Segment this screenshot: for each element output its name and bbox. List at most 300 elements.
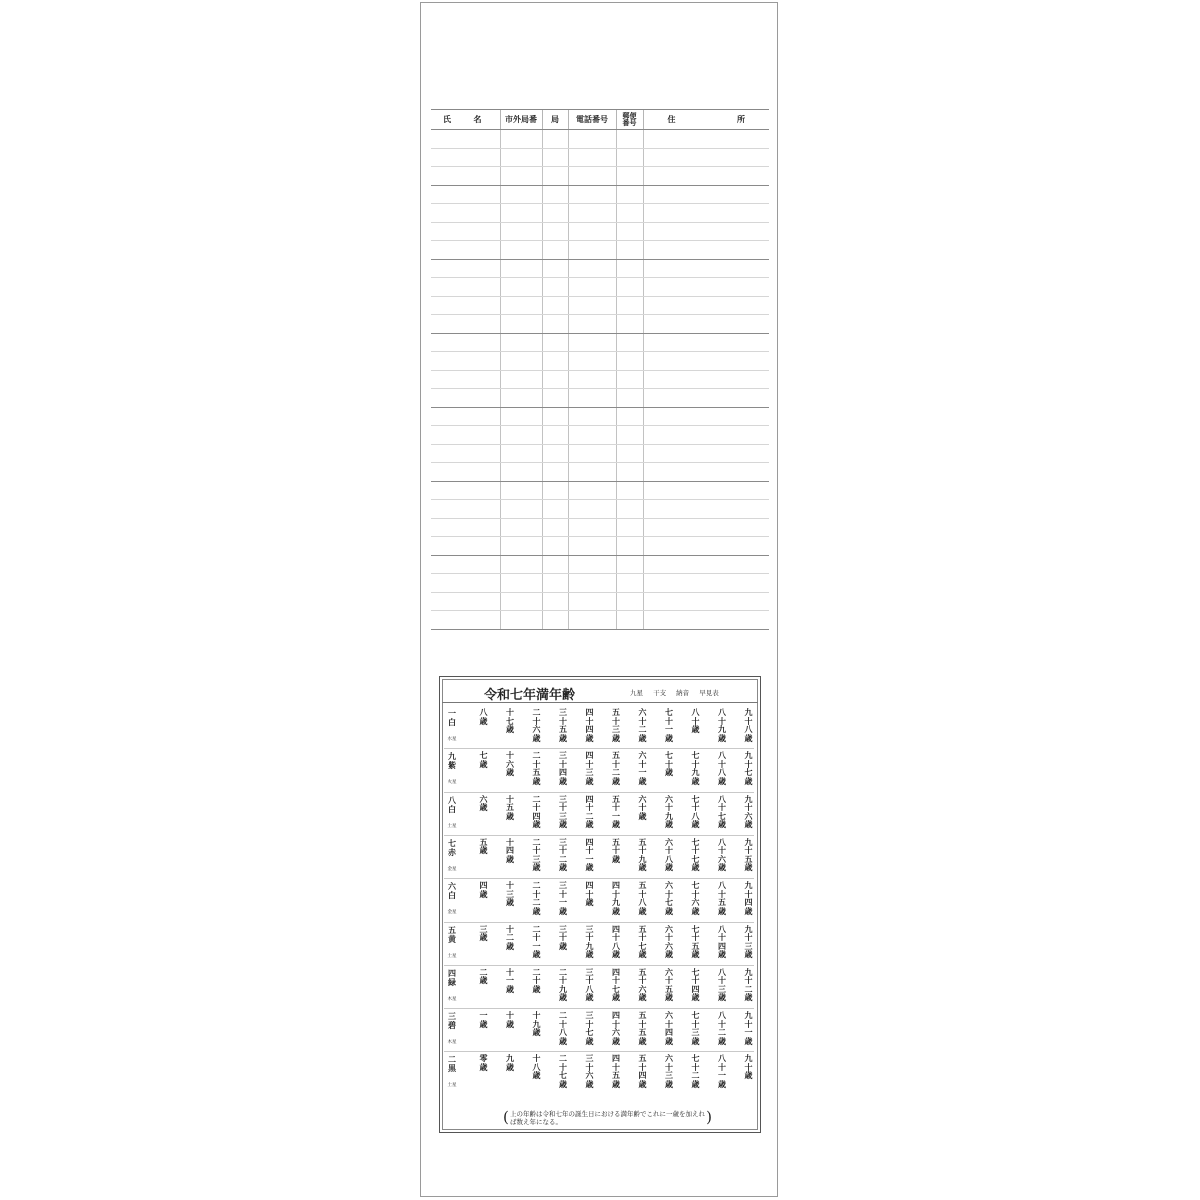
address-cell[interactable] bbox=[616, 463, 643, 482]
address-cell[interactable] bbox=[568, 426, 616, 445]
age-cell bbox=[463, 1053, 490, 1092]
address-cell[interactable] bbox=[500, 130, 542, 149]
title-divider bbox=[442, 702, 758, 703]
age-value: 九十二歳 bbox=[744, 966, 753, 1003]
kyusei-star-element: 水星 bbox=[447, 737, 457, 742]
address-cell[interactable] bbox=[542, 167, 568, 186]
address-cell[interactable] bbox=[643, 130, 769, 149]
address-cell[interactable] bbox=[616, 500, 643, 519]
address-cell[interactable] bbox=[542, 481, 568, 500]
address-cell[interactable] bbox=[431, 389, 500, 408]
address-cell[interactable] bbox=[431, 444, 500, 463]
address-cell[interactable] bbox=[616, 592, 643, 611]
age-value: 四十二歳 bbox=[585, 793, 594, 830]
address-cell[interactable] bbox=[542, 352, 568, 371]
address-cell[interactable] bbox=[542, 574, 568, 593]
row-divider bbox=[444, 1051, 754, 1052]
kyusei-star-element: 木星 bbox=[447, 1040, 457, 1046]
address-cell[interactable] bbox=[568, 444, 616, 463]
address-cell[interactable] bbox=[643, 148, 769, 167]
address-cell[interactable] bbox=[616, 315, 643, 334]
address-cell[interactable] bbox=[500, 315, 542, 334]
address-cell[interactable] bbox=[542, 611, 568, 630]
address-cell[interactable] bbox=[568, 333, 616, 352]
age-cell bbox=[728, 837, 755, 876]
age-value: 六十五歳 bbox=[665, 966, 673, 1003]
address-cell[interactable] bbox=[542, 259, 568, 278]
age-value: 四十七歳 bbox=[612, 966, 620, 1003]
age-value: 二十歳 bbox=[532, 966, 541, 994]
age-value: 七歳 bbox=[479, 750, 488, 769]
address-cell[interactable] bbox=[616, 426, 643, 445]
kyusei-star bbox=[444, 796, 460, 831]
address-cell[interactable] bbox=[431, 167, 500, 186]
address-cell[interactable] bbox=[431, 370, 500, 389]
kyusei-star-name: 四緑 bbox=[448, 967, 456, 987]
age-cell bbox=[728, 967, 755, 1006]
age-cell bbox=[516, 1010, 543, 1049]
header-address bbox=[643, 110, 769, 130]
header-name bbox=[431, 110, 500, 130]
address-cell[interactable] bbox=[643, 370, 769, 389]
address-cell[interactable] bbox=[568, 592, 616, 611]
address-cell[interactable] bbox=[643, 315, 769, 334]
age-cell bbox=[622, 1053, 649, 1092]
age-cell bbox=[595, 707, 622, 746]
age-cell bbox=[622, 707, 649, 746]
age-value: 四歳 bbox=[479, 880, 488, 899]
address-cell[interactable] bbox=[500, 463, 542, 482]
row-divider bbox=[444, 748, 754, 749]
age-value: 五十三歳 bbox=[612, 707, 620, 743]
age-cell bbox=[569, 967, 596, 1006]
age-cell bbox=[489, 967, 516, 1006]
address-cell[interactable] bbox=[431, 555, 500, 574]
age-cell bbox=[648, 707, 675, 746]
address-cell[interactable] bbox=[431, 278, 500, 297]
address-row bbox=[431, 500, 769, 519]
address-cell[interactable] bbox=[568, 518, 616, 537]
age-cell bbox=[463, 880, 490, 919]
age-cell bbox=[622, 794, 649, 833]
address-cell[interactable] bbox=[431, 130, 500, 149]
address-cell[interactable] bbox=[568, 130, 616, 149]
address-cell[interactable] bbox=[500, 241, 542, 260]
age-cell bbox=[675, 837, 702, 876]
age-value: 二十一歳 bbox=[532, 923, 541, 959]
age-value: 九歳 bbox=[506, 1053, 514, 1072]
address-cell[interactable] bbox=[500, 333, 542, 352]
address-cell[interactable] bbox=[431, 296, 500, 315]
address-row bbox=[431, 315, 769, 334]
address-cell[interactable] bbox=[431, 352, 500, 371]
address-row bbox=[431, 611, 769, 630]
kyusei-star bbox=[444, 926, 460, 961]
age-cell bbox=[463, 750, 490, 789]
address-cell[interactable] bbox=[643, 611, 769, 630]
age-cell bbox=[569, 1010, 596, 1049]
address-cell[interactable] bbox=[643, 500, 769, 519]
address-cell[interactable] bbox=[542, 426, 568, 445]
address-cell[interactable] bbox=[542, 333, 568, 352]
address-cell[interactable] bbox=[643, 444, 769, 463]
address-cell[interactable] bbox=[542, 204, 568, 223]
age-cell bbox=[569, 924, 596, 963]
age-value: 九十四歳 bbox=[744, 880, 753, 916]
kyusei-star-name: 三碧 bbox=[448, 1011, 456, 1031]
address-cell[interactable] bbox=[568, 407, 616, 426]
kyusei-star-name: 七赤 bbox=[448, 837, 456, 857]
address-cell[interactable] bbox=[643, 167, 769, 186]
address-cell[interactable] bbox=[500, 148, 542, 167]
age-value: 十九歳 bbox=[532, 1010, 541, 1038]
address-cell[interactable] bbox=[616, 555, 643, 574]
address-cell[interactable] bbox=[643, 296, 769, 315]
age-cell bbox=[542, 794, 569, 833]
address-cell[interactable] bbox=[568, 574, 616, 593]
address-cell[interactable] bbox=[643, 592, 769, 611]
address-cell[interactable] bbox=[643, 407, 769, 426]
address-cell[interactable] bbox=[616, 296, 643, 315]
age-cell bbox=[622, 924, 649, 963]
address-cell[interactable] bbox=[568, 500, 616, 519]
address-cell[interactable] bbox=[431, 500, 500, 519]
address-cell[interactable] bbox=[568, 185, 616, 204]
age-cell bbox=[595, 750, 622, 789]
address-cell[interactable] bbox=[616, 278, 643, 297]
address-cell[interactable] bbox=[542, 555, 568, 574]
address-cell[interactable] bbox=[500, 611, 542, 630]
address-cell[interactable] bbox=[616, 130, 643, 149]
address-cell[interactable] bbox=[616, 352, 643, 371]
address-cell[interactable] bbox=[616, 204, 643, 223]
age-value: 六十歳 bbox=[638, 793, 647, 821]
age-value: 二歳 bbox=[479, 966, 488, 986]
age-value: 八十歳 bbox=[691, 707, 700, 734]
address-cell[interactable] bbox=[431, 204, 500, 223]
address-cell[interactable] bbox=[500, 518, 542, 537]
address-cell[interactable] bbox=[500, 592, 542, 611]
address-cell[interactable] bbox=[500, 500, 542, 519]
address-cell[interactable] bbox=[542, 130, 568, 149]
age-cell bbox=[516, 837, 543, 876]
age-value: 三十八歳 bbox=[585, 966, 594, 1003]
address-cell[interactable] bbox=[568, 278, 616, 297]
address-cell[interactable] bbox=[568, 481, 616, 500]
age-cell bbox=[489, 880, 516, 919]
age-value: 七十二歳 bbox=[691, 1053, 700, 1089]
kyusei-star-name: 五黄 bbox=[448, 924, 456, 944]
address-cell[interactable] bbox=[568, 259, 616, 278]
address-cell[interactable] bbox=[643, 463, 769, 482]
address-cell[interactable] bbox=[568, 537, 616, 556]
address-cell[interactable] bbox=[500, 167, 542, 186]
age-value: 十五歳 bbox=[506, 793, 514, 821]
address-cell[interactable] bbox=[500, 204, 542, 223]
address-cell[interactable] bbox=[431, 481, 500, 500]
age-cell bbox=[728, 707, 755, 746]
address-cell[interactable] bbox=[431, 518, 500, 537]
age-value: 二十五歳 bbox=[532, 750, 541, 786]
address-cell[interactable] bbox=[500, 278, 542, 297]
address-cell[interactable] bbox=[500, 426, 542, 445]
age-value: 六十七歳 bbox=[665, 880, 673, 916]
address-cell[interactable] bbox=[643, 259, 769, 278]
address-cell[interactable] bbox=[568, 389, 616, 408]
address-cell[interactable] bbox=[616, 370, 643, 389]
address-cell[interactable] bbox=[616, 537, 643, 556]
address-cell[interactable] bbox=[431, 185, 500, 204]
address-cell[interactable] bbox=[643, 278, 769, 297]
address-cell[interactable] bbox=[431, 574, 500, 593]
age-value: 二十八歳 bbox=[559, 1010, 567, 1046]
address-cell[interactable] bbox=[643, 555, 769, 574]
address-cell[interactable] bbox=[616, 241, 643, 260]
age-value: 六十二歳 bbox=[638, 707, 647, 743]
age-value: 八十四歳 bbox=[718, 923, 726, 959]
address-cell[interactable] bbox=[542, 222, 568, 241]
address-cell[interactable] bbox=[568, 222, 616, 241]
address-cell[interactable] bbox=[568, 315, 616, 334]
address-cell[interactable] bbox=[500, 574, 542, 593]
address-cell[interactable] bbox=[500, 537, 542, 556]
address-cell[interactable] bbox=[568, 241, 616, 260]
row-divider bbox=[444, 792, 754, 793]
address-cell[interactable] bbox=[542, 389, 568, 408]
address-cell[interactable] bbox=[616, 444, 643, 463]
age-value: 四十五歳 bbox=[612, 1053, 620, 1089]
address-row bbox=[431, 574, 769, 593]
address-row bbox=[431, 463, 769, 482]
address-cell[interactable] bbox=[616, 611, 643, 630]
age-cell bbox=[675, 880, 702, 919]
age-value: 五歳 bbox=[479, 836, 488, 856]
address-cell[interactable] bbox=[500, 352, 542, 371]
age-cell bbox=[542, 1053, 569, 1092]
age-cell bbox=[675, 794, 702, 833]
address-cell[interactable] bbox=[542, 315, 568, 334]
address-table-header bbox=[431, 110, 769, 130]
address-cell[interactable] bbox=[500, 555, 542, 574]
address-cell[interactable] bbox=[643, 222, 769, 241]
age-value: 五十八歳 bbox=[638, 880, 647, 916]
age-value: 十歳 bbox=[506, 1010, 514, 1029]
age-cell bbox=[542, 924, 569, 963]
address-cell[interactable] bbox=[431, 259, 500, 278]
address-cell[interactable] bbox=[542, 444, 568, 463]
address-cell[interactable] bbox=[616, 167, 643, 186]
address-cell[interactable] bbox=[643, 426, 769, 445]
address-cell[interactable] bbox=[431, 148, 500, 167]
address-cell[interactable] bbox=[568, 204, 616, 223]
age-value: 一歳 bbox=[479, 1010, 488, 1029]
kyusei-star-element: 木星 bbox=[447, 996, 457, 1002]
address-cell[interactable] bbox=[542, 592, 568, 611]
age-cell bbox=[728, 1010, 755, 1049]
note-paren-left: ( bbox=[503, 1108, 509, 1126]
address-cell[interactable] bbox=[616, 481, 643, 500]
address-cell[interactable] bbox=[431, 333, 500, 352]
address-row bbox=[431, 370, 769, 389]
note-paren-right: ) bbox=[706, 1108, 712, 1126]
address-row bbox=[431, 296, 769, 315]
address-cell[interactable] bbox=[542, 278, 568, 297]
age-value: 十六歳 bbox=[506, 750, 514, 778]
address-cell[interactable] bbox=[500, 407, 542, 426]
age-value: 四十三歳 bbox=[585, 750, 594, 786]
address-cell[interactable] bbox=[500, 370, 542, 389]
age-chart-subtitle bbox=[630, 688, 727, 697]
address-cell[interactable] bbox=[643, 574, 769, 593]
kyusei-star-element: 土星 bbox=[447, 1083, 457, 1089]
subtitle-kyusei: 九星 bbox=[630, 689, 643, 697]
address-cell[interactable] bbox=[542, 537, 568, 556]
header-phone-number: 電話番号 bbox=[568, 110, 616, 130]
age-cell bbox=[701, 837, 728, 876]
address-row bbox=[431, 167, 769, 186]
address-cell[interactable] bbox=[431, 611, 500, 630]
header-name-2: 名 bbox=[473, 115, 482, 124]
address-cell[interactable] bbox=[431, 241, 500, 260]
address-cell[interactable] bbox=[643, 241, 769, 260]
address-cell[interactable] bbox=[500, 185, 542, 204]
kyusei-star-name: 一白 bbox=[448, 708, 456, 727]
age-cell bbox=[569, 837, 596, 876]
age-cell bbox=[622, 967, 649, 1006]
age-cell bbox=[701, 1053, 728, 1092]
age-cell bbox=[595, 837, 622, 876]
address-cell[interactable] bbox=[431, 407, 500, 426]
age-value: 七十九歳 bbox=[691, 750, 700, 786]
address-cell[interactable] bbox=[542, 500, 568, 519]
address-row bbox=[431, 592, 769, 611]
age-value: 二十七歳 bbox=[559, 1053, 567, 1089]
age-value: 十七歳 bbox=[506, 707, 514, 734]
address-cell[interactable] bbox=[616, 185, 643, 204]
age-value: 四十一歳 bbox=[585, 836, 594, 873]
address-cell[interactable] bbox=[568, 370, 616, 389]
age-value: 十二歳 bbox=[506, 923, 514, 951]
address-cell[interactable] bbox=[431, 537, 500, 556]
address-cell[interactable] bbox=[616, 222, 643, 241]
address-cell[interactable] bbox=[500, 259, 542, 278]
calendar-sheet bbox=[420, 2, 778, 1197]
age-cell bbox=[728, 880, 755, 919]
address-cell[interactable] bbox=[542, 185, 568, 204]
address-cell[interactable] bbox=[431, 222, 500, 241]
age-value: 六十一歳 bbox=[638, 750, 647, 786]
address-cell[interactable] bbox=[616, 389, 643, 408]
address-cell[interactable] bbox=[431, 463, 500, 482]
row-divider bbox=[444, 922, 754, 923]
address-cell[interactable] bbox=[643, 481, 769, 500]
age-cell bbox=[595, 967, 622, 1006]
address-cell[interactable] bbox=[431, 315, 500, 334]
address-cell[interactable] bbox=[542, 370, 568, 389]
age-cell bbox=[463, 1010, 490, 1049]
age-cell bbox=[542, 837, 569, 876]
header-address-2: 所 bbox=[737, 115, 745, 124]
address-cell[interactable] bbox=[542, 296, 568, 315]
age-cell bbox=[701, 794, 728, 833]
age-cell bbox=[463, 924, 490, 963]
address-cell[interactable] bbox=[431, 592, 500, 611]
age-cell bbox=[542, 1010, 569, 1049]
address-cell[interactable] bbox=[643, 185, 769, 204]
age-cell bbox=[516, 707, 543, 746]
age-note-text: 上の年齢は令和七年の誕生日における満年齢でこれに一歳を加えれば数え年になる。 bbox=[510, 1110, 705, 1126]
address-cell[interactable] bbox=[616, 259, 643, 278]
address-cell[interactable] bbox=[616, 148, 643, 167]
age-cell bbox=[489, 837, 516, 876]
address-row bbox=[431, 407, 769, 426]
address-cell[interactable] bbox=[568, 555, 616, 574]
age-value: 三歳 bbox=[479, 923, 488, 942]
address-cell[interactable] bbox=[500, 389, 542, 408]
age-cell bbox=[595, 880, 622, 919]
address-cell[interactable] bbox=[616, 333, 643, 352]
address-cell[interactable] bbox=[568, 167, 616, 186]
address-cell[interactable] bbox=[616, 574, 643, 593]
address-cell[interactable] bbox=[568, 463, 616, 482]
address-cell[interactable] bbox=[542, 241, 568, 260]
address-cell[interactable] bbox=[500, 222, 542, 241]
address-cell[interactable] bbox=[542, 518, 568, 537]
age-value: 三十歳 bbox=[559, 923, 567, 951]
age-value: 九十八歳 bbox=[744, 707, 753, 743]
age-value: 三十四歳 bbox=[559, 750, 567, 786]
address-cell[interactable] bbox=[542, 407, 568, 426]
age-cell bbox=[728, 924, 755, 963]
age-value: 四十六歳 bbox=[612, 1010, 620, 1046]
address-cell[interactable] bbox=[500, 444, 542, 463]
age-cell bbox=[675, 1053, 702, 1092]
address-cell[interactable] bbox=[643, 352, 769, 371]
address-row bbox=[431, 352, 769, 371]
address-cell[interactable] bbox=[568, 148, 616, 167]
address-cell[interactable] bbox=[542, 463, 568, 482]
address-cell[interactable] bbox=[643, 333, 769, 352]
address-cell[interactable] bbox=[643, 537, 769, 556]
age-value: 七十歳 bbox=[665, 750, 673, 778]
age-value: 八十六歳 bbox=[718, 836, 726, 873]
age-cell bbox=[701, 967, 728, 1006]
age-value: 七十七歳 bbox=[691, 836, 700, 873]
age-cell bbox=[675, 707, 702, 746]
address-cell[interactable] bbox=[431, 426, 500, 445]
address-cell[interactable] bbox=[643, 518, 769, 537]
address-cell[interactable] bbox=[616, 407, 643, 426]
address-cell[interactable] bbox=[542, 148, 568, 167]
age-cell bbox=[728, 1053, 755, 1092]
age-cell bbox=[728, 794, 755, 833]
kyusei-star-element: 金星 bbox=[447, 910, 457, 916]
age-value: 八十八歳 bbox=[718, 750, 726, 786]
age-cell bbox=[648, 750, 675, 789]
address-cell[interactable] bbox=[500, 481, 542, 500]
address-cell[interactable] bbox=[643, 204, 769, 223]
address-cell[interactable] bbox=[500, 296, 542, 315]
age-cell bbox=[542, 880, 569, 919]
age-cell bbox=[648, 967, 675, 1006]
address-cell[interactable] bbox=[643, 389, 769, 408]
address-cell[interactable] bbox=[616, 518, 643, 537]
age-value: 四十九歳 bbox=[612, 880, 620, 916]
age-cell bbox=[622, 750, 649, 789]
address-cell[interactable] bbox=[568, 352, 616, 371]
address-cell[interactable] bbox=[568, 296, 616, 315]
address-cell[interactable] bbox=[568, 611, 616, 630]
